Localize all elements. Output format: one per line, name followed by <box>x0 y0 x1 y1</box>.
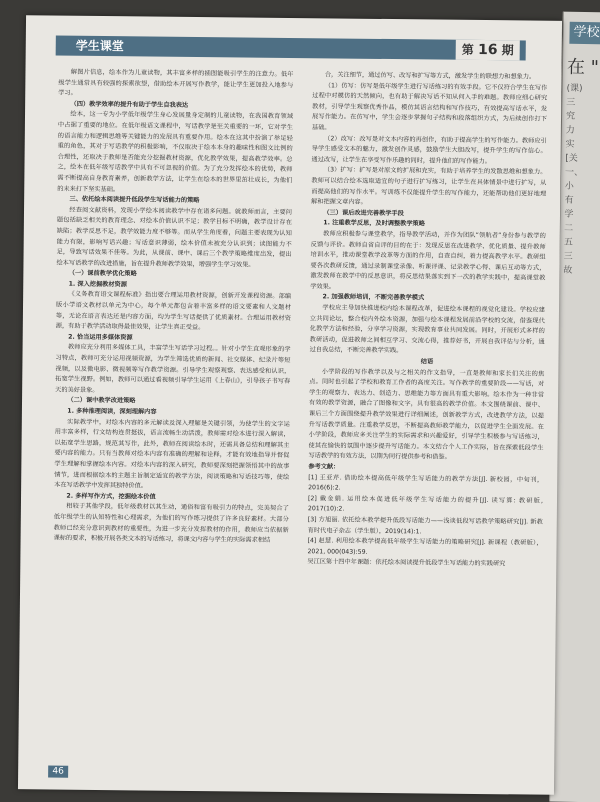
reference-item: [1] 王亚芹. 借助绘本提高低年级学生写话能力的教学方法[J]. 新校园，中旬刊，2016(6):2. <box>308 473 544 492</box>
issue-number: 16 <box>477 41 498 59</box>
adjacent-page-text <box>563 54 600 279</box>
issue-prefix: 第 <box>461 42 474 57</box>
paragraph: 绘本，这一专为小学低年级学生身心发展量身定制的儿童读物，在我国教育领域中占据了重要的地位。在低年级语文课程中，写话教学是至关重要的一环，它对学生的语言能力和逻辑思维等关键能力的发展具有重要作用。绘本在这其中扮演了举足轻重的角色，其对于写话教学的积极影响，不仅取决于绘本本身的趣味性和图文比例的合理性，还取决于教师是否能充分挖掘教材资源，优化教学效果，提高教学效率。总之，绘本在低年级写话教学中具有不可忽视的价值。为了充分发挥绘本的优势，教师需不断提高自身教育素养，创新教学方法，让学生在绘本的世界里茁壮成长，为他们的未来打下坚实基础。 <box>57 111 294 193</box>
subheading: （四）教学效率的提升有助于学生自我表达 <box>70 100 189 109</box>
magazine-page <box>18 15 562 795</box>
adjacent-page-line: 学 <box>564 209 574 220</box>
adjacent-page-line: 三 <box>566 97 576 108</box>
paragraph: （1）仿写：仿写是低年级学生进行写话练习的有效手段。它不仅符合学生在写作过程中对模仿的天然倾向，也有助于解决写话不知从何入手的难题。教师应细心研究教材，引导学生观察优秀作品，模仿其语言结构和写作技巧，有效提高写话水平，发展写作能力。在仿写中，学生会逐步掌握句子结构和段落组织方式，为后续创作打下基础。 <box>311 81 548 132</box>
adjacent-page-line: 五 <box>563 237 573 248</box>
issue-suffix: 期 <box>501 43 514 58</box>
subheading: 1. 多种推理阅读，深刻理解内容 <box>67 407 157 416</box>
right-text-column <box>305 70 547 772</box>
adjacent-page-line: 究 <box>565 111 576 122</box>
subheading: 1. 注重教学反思，及时调整教学策略 <box>323 219 425 228</box>
adjacent-page-line: 一、 <box>564 167 584 178</box>
adjacent-page-line: 力 <box>565 125 575 136</box>
adjacent-page-header: 学校 <box>569 22 600 45</box>
adjacent-page-big-text: 在 " <box>566 56 600 79</box>
reference-item: [3] 方旭丽. 依托绘本教学提升低段写话能力——浅谈低段写话教学策略研究[J]. 新教育时代电子杂志（学生版），2019(14):1. <box>307 516 543 535</box>
adjacent-page-line: 实 <box>565 139 575 150</box>
paragraph: 《义务教育语文课程标准》指出要合理运用教材资源，创新开发课程资源。部编版小学语文教材以单元为中心，每个单元都包含着丰富多样的语文要素和人文题材等，无论在语言表达还是内容方面，均为学生写话提供了优质素材。合理运用教材资源，有助于教学活动取得最佳效果，让学生真正受益。 <box>55 291 292 332</box>
subheading: 2. 多样写作方式，挖掘绘本价值 <box>66 492 156 501</box>
adjacent-page-line: (课) <box>566 83 583 94</box>
adjacent-page-line: 三 <box>563 251 573 262</box>
section-heading: 结语 <box>420 358 434 366</box>
issue-label <box>456 40 520 61</box>
left-text-column <box>51 68 293 770</box>
paragraph: （2）改写：改写是对文本内容的再创作，有助于提高学生的写作能力。教师应引导学生感受文本的魅力，激发创作灵感，鼓励学生大胆改写，提升学生的写作信心。通过改写，让学生在享受写作乐趣的同时，提升他们的写作能力。 <box>311 134 547 165</box>
paragraph: 实际教学中，对绘本内容的多元解读及深入理解是关键引领，为使学生的文字运用丰富多样，行文结构连贯挺拔，语言流畅生动活泼，教师需对绘本进行深入解读，以拓宽学生思路，规范其写作，此外，教师在阅读绘本时，还需具备总结和理解其主要内容的能力。只有当教师对绘本内容有准确的理解和诠释，才能有效地指导并督促学生理解和掌握绘本内容。对绘本内容的深入研究，教师要深刻把握领悟其中的故事情节，进而根据绘本的主题主旨制定适宜的教学方法，阅读策略和写话技巧等，使绘本在写话教学中发挥其独特价值。 <box>54 418 290 490</box>
subheading: （三）课后改进完善教学手段 <box>323 209 404 217</box>
paragraph: 合，关注细节，通过仿写、改写和扩写等方式，激发学生的联想力和想象力。 <box>324 71 536 81</box>
paragraph: 经查阅文献资料，发现小学绘本阅读教学中存在诸多问题。就教师而言，主要问题包括缺乏相关的教育理念、对绘本价值认识不足；教学目标不明确，教学设计存在缺陷；教学反思不足，教学效能力度不够等。而从学生角度看，问题主要表现为认知能力有限，影响写话兴趣；写话意识薄弱，绘本价值未被充分认识到；读图能力不足，导致写话效果不佳等。为此，从课前、课中、课后三个教学策略维度出发，提出绘本写话教学的改进措施，旨在提升教师教学效果，增强学生学习效果。 <box>56 206 293 269</box>
adjacent-page-line: 故 <box>563 265 573 276</box>
subheading: 2. 加强教师培训，不断完善教学模式 <box>322 293 425 302</box>
paragraph: 小学阶段的写作教学以及与之相关的作文指导，一直是教师和家长们关注的焦点。同时也引起了学校和教育工作者的高度关注。写作教学的重要阶段——写话，对学生的观察力、表达力、创造力、思维能力等方面具有重大影响。绘本作为一种非常有效的教学资源，融合了图像和文字，具有很高的教学价值。本文围绕课前、课中、课后三个方面围绕提升教学效果进行详细阐述，创新教学方式，改进教学方法，以提升写话教学质量。注重教学反思，不断提高教师教学能力，以促进学生全面发展。在小学阶段，教师应多关注学生的实际需求和兴趣爱好，引导学生积极参与写话练习，使其在愉快的氛围中逐步提升写话能力。本文结合个人工作实际，旨在探索低段学生写话教学的有效方法，以期为同行提供参考和借鉴。 <box>308 367 545 462</box>
paragraph: 教师应积极参与课堂教学，指导教学活动，并作为团队“领航者”身份参与教学的反馈与评价。教师自省自评的目的在于：发现反思在改进教学、优化质量、提升教师培训水平，推动课堂教学改革等方面的作用，自查自纠，着力提高教学水平。教研组要各次教研反馈，通过录制课堂录像、听课评课、记录教学心得、课后互动等方式，激发教师在教学中的反思意识，将反思结果落实到下一次的教学实践中，提高课堂教学效果。 <box>310 230 546 291</box>
reference-item: [4] 赵慧. 利用绘本教学提高低年级学生写话能力的策略研究[J]. 新课程（教研版），2021, 000(043):59. <box>307 537 543 556</box>
paragraph: 解图片信息，绘本作为儿童读物，其丰富多样的插图能吸引学生的注意力。低年级学生通常具有较强的探索欲望，借助绘本开展写作教学，能让学生更加投入地参与学习。 <box>58 68 294 97</box>
paragraph: （3）扩写：扩写是对原文的扩展和充实，有助于培养学生的发散思维和想象力。教师可以结合绘本选取适宜的句子进行扩写练习，让学生在具体情景中进行扩写，从而提高他们的写作水平。写训练不仅能提升学生的写作能力，还能帮助他们更好地理解和把握文章内容。 <box>311 166 547 206</box>
paragraph: 学校应主导加快推进校内绘本课程改革，促进绘本课程的视觉化建设。学校应建立共同论坛，整合校内外绘本资源，加强与绘本课程发展前沿学校的交流，借鉴现代化教学方法和经验，分享学习资源，实现教育事业共同发展。同时，开展形式多样的教研活动，促进教师之间相互学习、交流心得，推荐好书，开展自我评估与分析，通过自我总结，不断完善教学实践。 <box>309 304 546 355</box>
subheading: （一）课前教学优化策略 <box>68 269 137 278</box>
subheading: 三、依托绘本阅读提升低段学生写话能力的策略 <box>69 195 200 205</box>
subheading: 2. 恰当运用多媒体资源 <box>68 333 133 342</box>
paragraph: 相较于其他学段，低年级教材以其生动，通俗和富有吸引力的特点，完美契合了低年级学生的认知特性和心理需求，为他们的写作练习提供了许多良好素材。大部分教师已经充分意识到教材的重要性，为进一步充分发挥教材的作用，教师应当依据新课标的要求，积极开展各类文本的写话练习，将课文内容与学生的实际需求相结 <box>53 503 289 544</box>
adjacent-page-line: 小 <box>564 181 574 192</box>
section-title: 学生课堂 <box>75 38 124 54</box>
reference-item: 吴江区第十四中年课题：依托绘本阅读提升低段学生写话能力的实践研究 <box>307 558 506 568</box>
adjacent-page-lines <box>563 82 600 279</box>
paragraph: 教师应充分利用多媒体工具，丰富学生写话学习过程。。针对小学生直观形象的学习特点，教师可充分运用视频资源，为学生筛选优质的新闻、社交媒体、纪录片等短视频，以及微电影、微视频等写作教学资源。引导学生观察观察、表达感受和认识，拓宽学生视野。例如，教师可以通过看视频引导学生运用《上春山》，引导孩子书写春天的美好景象。 <box>55 344 291 394</box>
references-heading: 参考文献： <box>308 463 340 471</box>
reference-item: [2] 戴金娟. 运用绘本促进低年级学生写话能力的提升[J]. 读写算: 教研版, 2017(10):2. <box>307 494 544 513</box>
adjacent-page-line: 二 <box>564 223 574 234</box>
adjacent-page-line: [关 <box>565 153 578 164</box>
subheading: 1. 深入挖掘教材资源 <box>68 280 127 289</box>
page-number: 46 <box>48 765 68 777</box>
page-header <box>56 36 526 61</box>
adjacent-page-line: 有 <box>564 195 574 206</box>
subheading: （二）课中教学改进策略 <box>67 397 136 405</box>
